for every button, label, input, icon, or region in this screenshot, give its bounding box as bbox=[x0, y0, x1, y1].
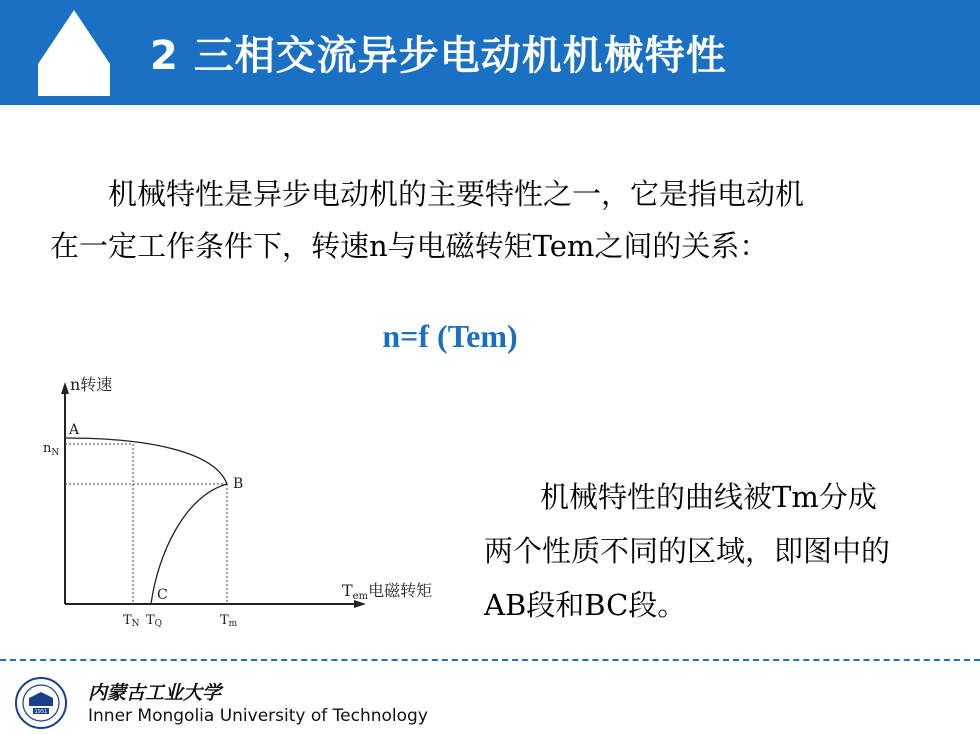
y-axis-label: n转速 bbox=[70, 375, 113, 394]
description-line-1: 机械特性的曲线被Tm分成 bbox=[540, 480, 877, 514]
torque-speed-diagram bbox=[30, 368, 450, 630]
description-line-2: 两个性质不同的区域，即图中的 bbox=[484, 534, 891, 568]
intro-line-2: 在一定工作条件下，转速n与电磁转矩Tem之间的关系： bbox=[50, 229, 769, 263]
x-tick-tm: Tm bbox=[220, 613, 238, 629]
house-shape-icon bbox=[36, 6, 112, 98]
description-line-3: AB段和BC段。 bbox=[484, 588, 687, 622]
emblem-year: 1951 bbox=[34, 709, 48, 715]
university-name-cn: 内蒙古工业大学 bbox=[88, 682, 222, 704]
footer-divider bbox=[0, 659, 980, 661]
x-tick-tQ: TQ bbox=[146, 613, 163, 629]
point-a-label: A bbox=[69, 422, 80, 438]
x-axis-label: Tem电磁转矩 bbox=[342, 581, 433, 602]
intro-paragraph bbox=[50, 168, 930, 272]
header-bar bbox=[0, 0, 980, 105]
x-tick-tN: TN bbox=[123, 613, 140, 629]
curve-bc bbox=[151, 484, 227, 604]
point-c-label: C bbox=[157, 587, 168, 603]
y-axis-arrow bbox=[61, 382, 69, 394]
point-b-label: B bbox=[233, 476, 244, 492]
page-title: 2 三相交流异步电动机机械特性 bbox=[150, 33, 727, 79]
university-name-en: Inner Mongolia University of Technology bbox=[88, 706, 428, 726]
formula: n=f (Tem) bbox=[382, 318, 518, 354]
description-paragraph bbox=[484, 470, 954, 632]
intro-line-1: 机械特性是异步电动机的主要特性之一，它是指电动机 bbox=[108, 177, 805, 211]
y-tick-nN: $n_N$ bbox=[43, 441, 60, 458]
university-emblem-icon bbox=[14, 676, 68, 730]
curve-ab bbox=[65, 438, 227, 484]
